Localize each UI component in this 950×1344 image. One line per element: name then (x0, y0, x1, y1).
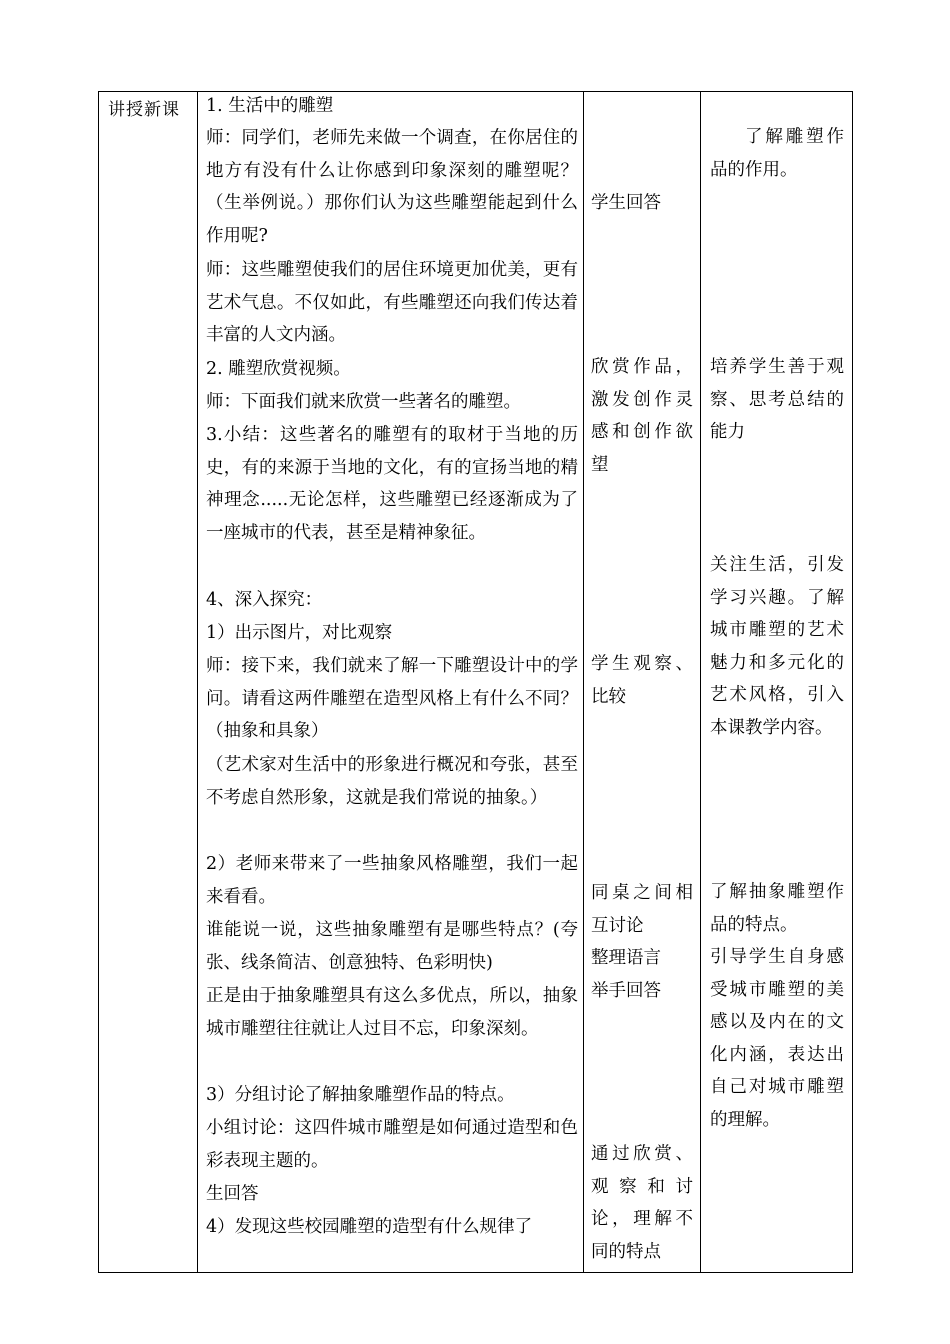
teacher-content-cell (198, 92, 584, 1273)
section-cell (99, 92, 198, 1273)
paragraph: 4、深入探究： (206, 590, 323, 610)
paragraph: 师：这些雕塑使我们的居住环境更加优美，更有艺术气息。不仅如此，有些雕塑还向我们传达着丰富的人文内涵。 (206, 260, 578, 345)
intent-text: 培养学生善于观察、思考总结的能力 (710, 357, 844, 442)
section-label: 讲授新课 (108, 100, 180, 120)
paragraph: 4）发现这些校园雕塑的造型有什么规律了 (206, 1217, 533, 1237)
activity-text: 学生回答 (591, 193, 661, 213)
paragraph: 小组讨论：这四件城市雕塑是如何通过造型和色彩表现主题的。 (206, 1118, 578, 1171)
activity-text: 通过欣赏、观察和讨论，理解不同的特点 (591, 1144, 693, 1262)
lesson-plan-table (98, 91, 853, 1273)
paragraph: 师：同学们，老师先来做一个调查，在你居住的地方有没有什么让你感到印象深刻的雕塑呢？（生举例说。）那你们认为这些雕塑能起到什么作用呢? (206, 128, 578, 246)
activity-text: 学生观察、比较 (591, 654, 693, 707)
activity-text: 同桌之间相互讨论 (591, 883, 693, 936)
paragraph: 师：下面我们就来欣赏一些著名的雕塑。 (206, 392, 521, 412)
paragraph: 3.小结：这些著名的雕塑有的取材于当地的历史，有的来源于当地的文化，有的宣扬当地的精神理念.....无论怎样，这些雕塑已经逐渐成为了一座城市的代表，甚至是精神象征。 (206, 425, 578, 543)
intent-text: 引导学生自身感受城市雕塑的美感以及内在的文化内涵，表达出自己对城市雕塑的理解。 (710, 947, 844, 1130)
paragraph: 生回答 (206, 1184, 259, 1204)
intent-text: 了解雕塑作品的作用。 (710, 127, 844, 180)
table-row (99, 92, 853, 1273)
paragraph: （艺术家对生活中的形象进行概况和夸张，甚至不考虑自然形象，这就是我们常说的抽象。） (206, 755, 578, 808)
paragraph: 师：接下来，我们就来了解一下雕塑设计中的学问。请看这两件雕塑在造型风格上有什么不同？（抽象和具象） (206, 656, 578, 741)
paragraph: 正是由于抽象雕塑具有这么多优点，所以，抽象城市雕塑往往就让人过目不忘，印象深刻。 (206, 986, 578, 1039)
paragraph: 1. 生活中的雕塑 (206, 96, 334, 116)
paragraph: 2. 雕塑欣赏视频。 (206, 359, 351, 379)
activity-text: 整理语言 (591, 948, 661, 968)
paragraph: 1）出示图片，对比观察 (206, 623, 393, 643)
activity-text: 举手回答 (591, 981, 661, 1001)
paragraph: 2）老师来带来了一些抽象风格雕塑，我们一起来看看。 (206, 854, 578, 907)
design-intent-cell (701, 92, 853, 1273)
intent-text: 关注生活，引发学习兴趣。了解城市雕塑的艺术魅力和多元化的艺术风格，引入本课教学内容。 (710, 555, 844, 738)
paragraph: 谁能说一说，这些抽象雕塑有是哪些特点？(夸张、线条简洁、创意独特、色彩明快) (206, 920, 578, 973)
student-activity-cell (584, 92, 701, 1273)
activity-text: 欣赏作品，激发创作灵感和创作欲望 (591, 357, 693, 475)
intent-text: 了解抽象雕塑作品的特点。 (710, 882, 844, 935)
paragraph: 3）分组讨论了解抽象雕塑作品的特点。 (206, 1085, 515, 1105)
